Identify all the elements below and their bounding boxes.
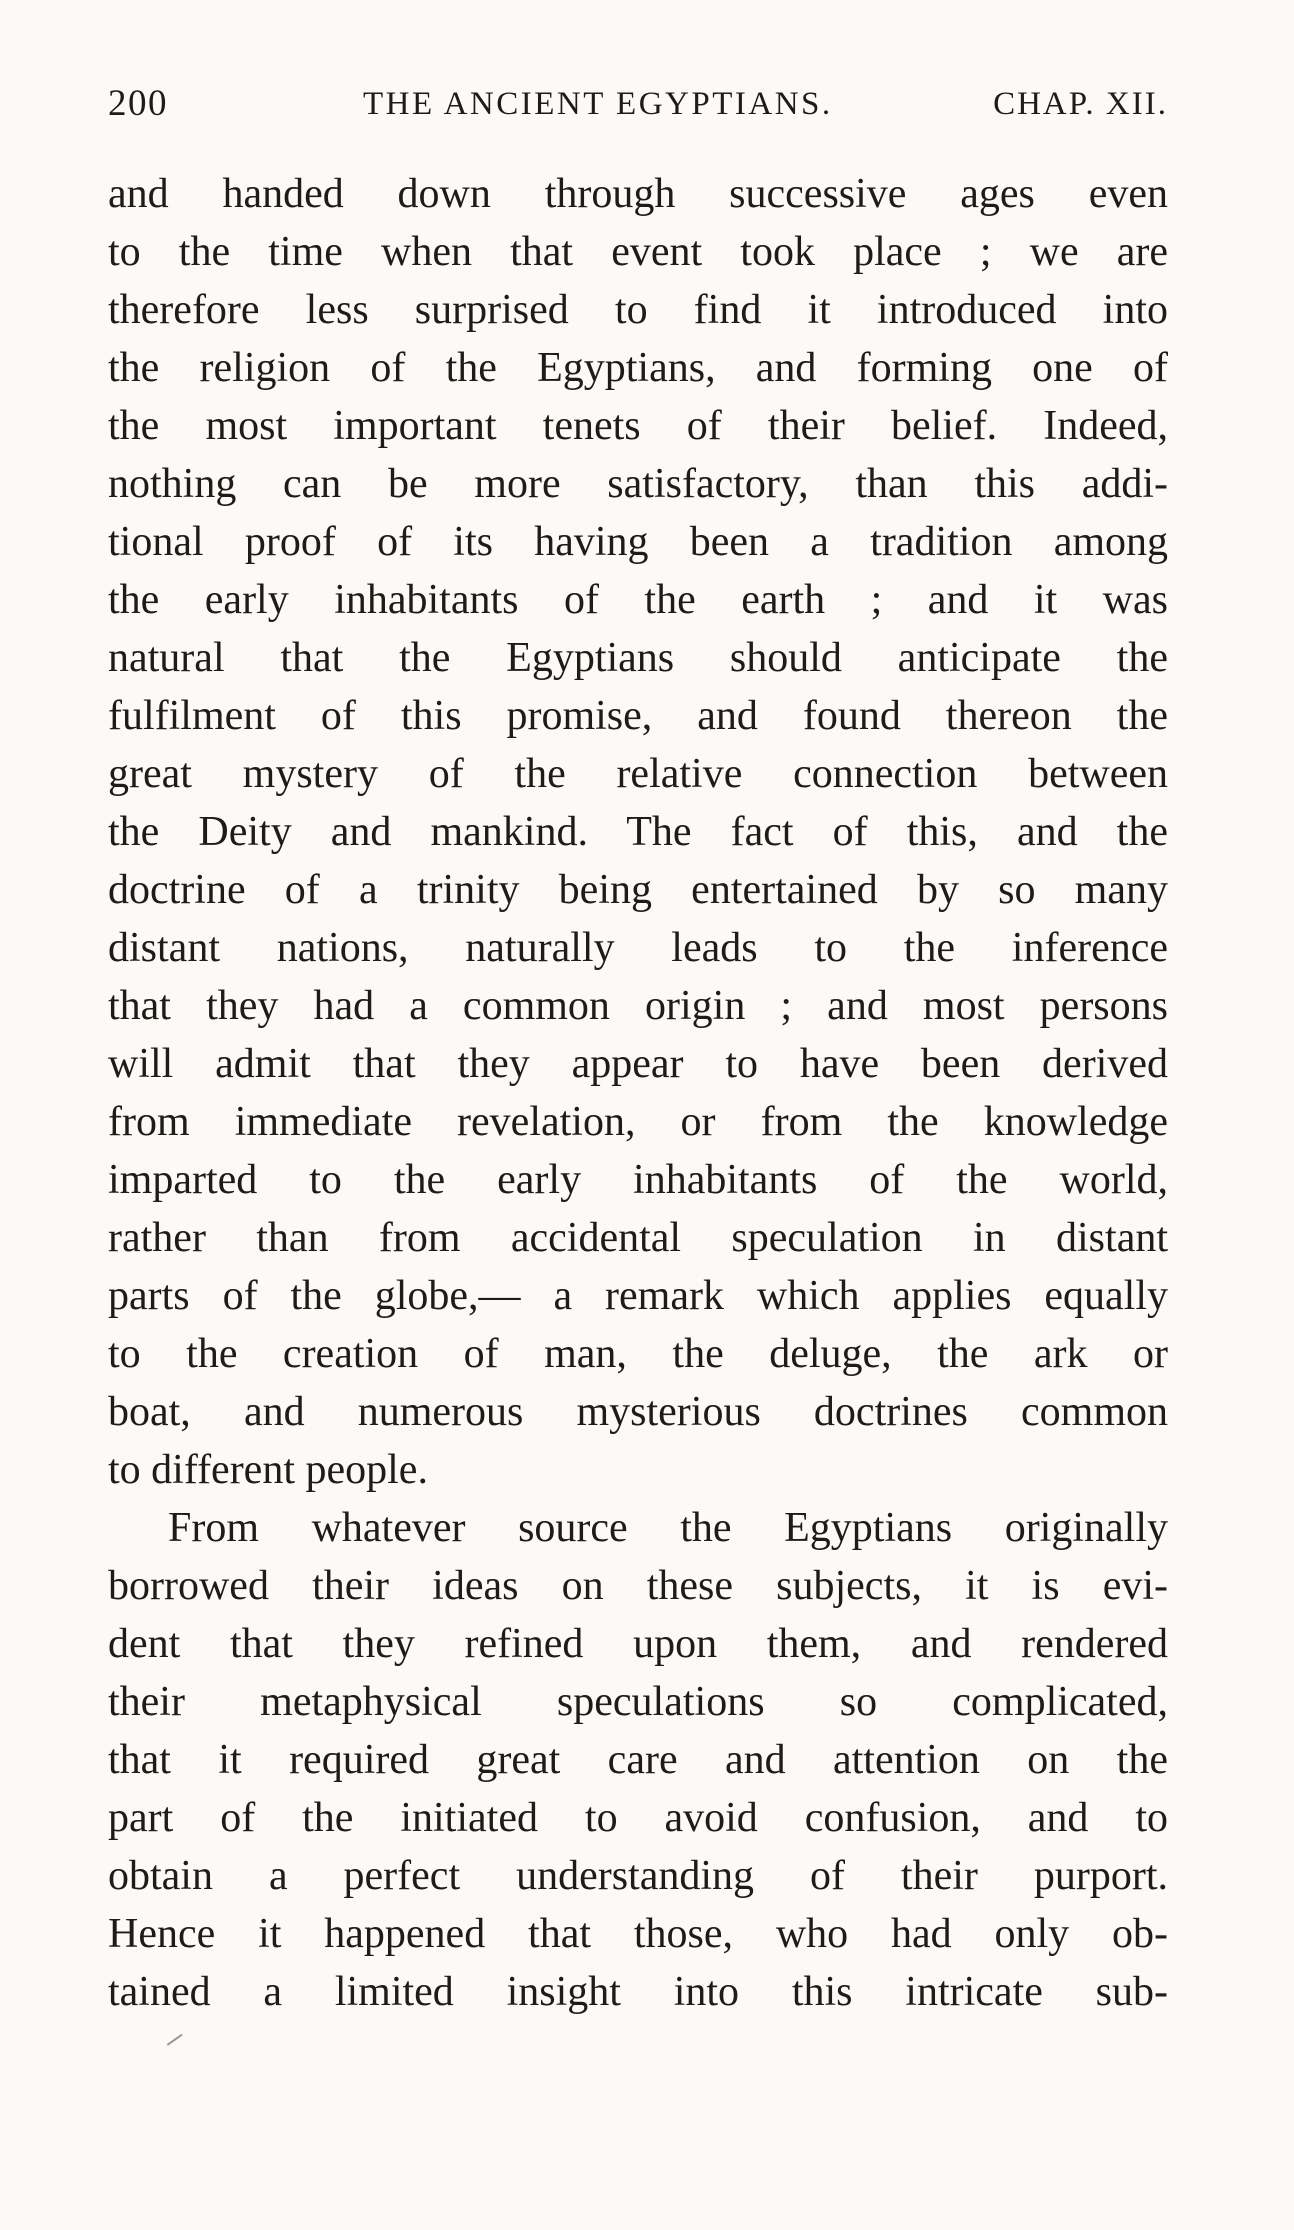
text-line: From whatever source the Egyptians originally xyxy=(168,1505,1168,1551)
text-line: the religion of the Egyptians, and forming one of xyxy=(108,345,1168,391)
text-line: natural that the Egyptians should anticipate the xyxy=(108,635,1168,681)
text-line: distant nations, naturally leads to the inference xyxy=(108,925,1168,971)
text-line: rather than from accidental speculation in distant xyxy=(108,1215,1168,1261)
text-line: Hence it happened that those, who had only ob- xyxy=(108,1911,1168,1957)
text-line: the early inhabitants of the earth ; and it was xyxy=(108,577,1168,623)
text-line: the Deity and mankind. The fact of this, and the xyxy=(108,809,1168,855)
text-line: tained a limited insight into this intricate sub- xyxy=(108,1969,1168,2015)
page-number: 200 xyxy=(108,83,168,124)
text-line: part of the initiated to avoid confusion, and to xyxy=(108,1795,1168,1841)
text-line: to the time when that event took place ; we are xyxy=(108,229,1168,275)
printer-mark xyxy=(167,2034,187,2053)
running-header xyxy=(108,80,1168,128)
text-line: obtain a perfect understanding of their purport. xyxy=(108,1853,1168,1899)
chapter-label: CHAP. XII. xyxy=(993,86,1168,122)
body-text xyxy=(108,165,1168,2021)
text-line: to different people. xyxy=(108,1447,428,1493)
text-line: to the creation of man, the deluge, the ark or xyxy=(108,1331,1168,1377)
text-line: great mystery of the relative connection between xyxy=(108,751,1168,797)
text-line: therefore less surprised to find it introduced into xyxy=(108,287,1168,333)
text-line: will admit that they appear to have been derived xyxy=(108,1041,1168,1087)
text-line: borrowed their ideas on these subjects, it is evi- xyxy=(108,1563,1168,1609)
paragraph xyxy=(108,165,1168,1499)
text-line: that it required great care and attention on the xyxy=(108,1737,1168,1783)
text-line: boat, and numerous mysterious doctrines common xyxy=(108,1389,1168,1435)
text-line: fulfilment of this promise, and found thereon the xyxy=(108,693,1168,739)
text-line: from immediate revelation, or from the knowledge xyxy=(108,1099,1168,1145)
text-line: and handed down through successive ages even xyxy=(108,171,1168,217)
text-line: nothing can be more satisfactory, than this addi- xyxy=(108,461,1168,507)
text-line: dent that they refined upon them, and rendered xyxy=(108,1621,1168,1667)
text-line: imparted to the early inhabitants of the world, xyxy=(108,1157,1168,1203)
text-line: tional proof of its having been a tradition among xyxy=(108,519,1168,565)
running-title: THE ANCIENT EGYPTIANS. xyxy=(363,86,833,122)
text-line: parts of the globe,— a remark which applies equally xyxy=(108,1273,1168,1319)
text-line: that they had a common origin ; and most persons xyxy=(108,983,1168,1029)
paragraph xyxy=(108,1499,1168,2021)
text-line: doctrine of a trinity being entertained by so many xyxy=(108,867,1168,913)
text-line: their metaphysical speculations so complicated, xyxy=(108,1679,1168,1725)
text-line: the most important tenets of their belief. Indeed, xyxy=(108,403,1168,449)
